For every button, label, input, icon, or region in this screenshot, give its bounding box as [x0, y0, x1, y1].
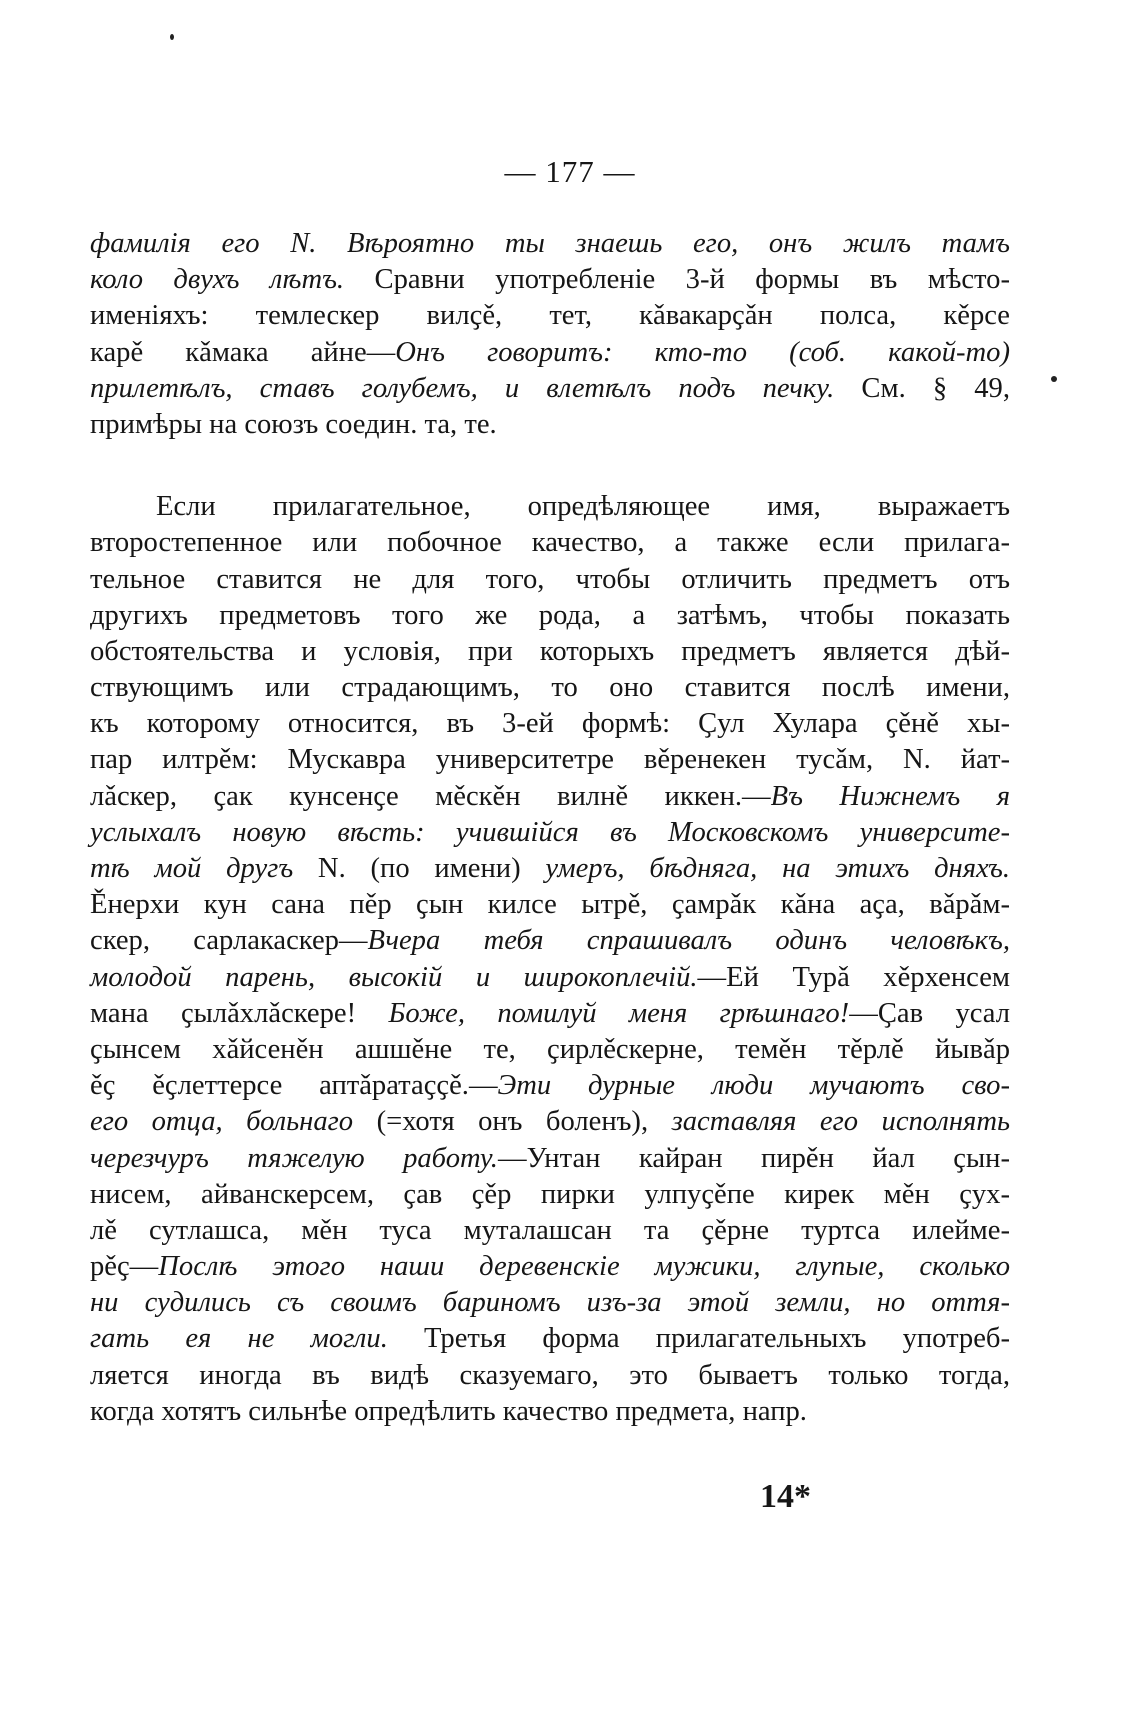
text-run: къ которому относится, въ 3-ей формѣ: Ҫул Хулара ҫěнě хы- — [90, 708, 1010, 740]
text-run: Если прилагательное, опредѣляющее имя, выражаетъ — [156, 491, 1010, 523]
text-run: карě кǎмака айне— — [90, 336, 396, 368]
text-run: примѣры на союзъ соедин. та, те. — [90, 408, 497, 440]
text-line — [90, 1249, 1010, 1285]
italic-run: фамилія его N. Вѣроятно ты знаешь его, онъ жилъ тамъ — [90, 228, 1010, 259]
text-line — [90, 851, 1010, 887]
text-run: (=хотя онъ боленъ), — [353, 1106, 672, 1138]
italic-run: Послѣ этого наши деревенскіе мужики, глупые, сколько — [158, 1251, 1010, 1283]
text-line — [90, 779, 1010, 815]
text-line — [90, 1358, 1010, 1394]
text-run: лě сутлашса, мěн туса муталашсан та ҫěрне туртса илейме- — [90, 1214, 1010, 1246]
text-run: ляется иногда въ видѣ сказуемаго, это бываетъ только тогда, — [90, 1359, 1010, 1391]
text-run: N. (по имени) — [293, 853, 546, 884]
paragraph-1 — [90, 226, 1010, 443]
text-line — [90, 1032, 1010, 1068]
signature-mark: 14* — [760, 1478, 811, 1515]
text-line — [90, 1394, 1010, 1430]
text-run: Ěнерхи кун сана пěр ҫын килсе ытрě, ҫамрǎк кǎна аҫа, вǎрǎм- — [90, 889, 1010, 921]
text-line — [90, 562, 1010, 598]
text-line — [90, 634, 1010, 670]
print-speck — [1051, 376, 1057, 382]
text-line — [90, 706, 1010, 742]
text-run: См. § 49, — [834, 372, 1010, 404]
text-run: обстоятельства и условія, при которыхъ предметъ является дѣй- — [90, 635, 1010, 667]
text-line — [90, 1321, 1010, 1357]
text-line — [90, 742, 1010, 778]
body-text — [90, 226, 1010, 1430]
print-speck — [170, 34, 174, 40]
text-line — [90, 1285, 1010, 1321]
text-run: ҫынсем хǎйсенěн ашшěне те, ҫирлěскерне, темěн тěрлě йывǎр — [90, 1033, 1010, 1065]
text-line — [90, 598, 1010, 634]
paragraph-gap — [90, 443, 1010, 489]
text-run: именіяхъ: темлескер вилҫě, тет, кǎвакарҫǎн полса, кěрсе — [90, 300, 1010, 332]
italic-run: гать ея не могли. — [90, 1323, 388, 1355]
text-run: скер, сарлакаскер— — [90, 925, 368, 957]
text-line — [90, 1068, 1010, 1104]
italic-run: Боже, помилуй меня грѣшнаго! — [388, 997, 850, 1029]
text-line — [90, 407, 1010, 443]
italic-run: черезчуръ тяжелую работу. — [90, 1142, 498, 1174]
text-line — [90, 226, 1010, 262]
text-line — [90, 887, 1010, 923]
text-run: ěҫ ěҫлеттерсе аптǎратаҫҫě.— — [90, 1070, 498, 1102]
text-run: лǎскер, ҫак кунсенҫе мěскěн вилнě иккен.— — [90, 780, 771, 812]
italic-run: умеръ, бѣдняга, на этихъ дняхъ. — [545, 853, 1010, 884]
text-run: —Ҫав усал — [849, 997, 1010, 1029]
italic-run: Вчера тебя спрашивалъ одинъ человѣкъ, — [367, 925, 1010, 957]
text-line — [90, 923, 1010, 959]
text-line — [90, 1213, 1010, 1249]
text-line — [90, 815, 1010, 851]
text-run: пар илтрěм: Мускавра университетре вěренекен тусǎм, N. йат- — [90, 744, 1010, 776]
text-line — [90, 1141, 1010, 1177]
text-run: ствующимъ или страдающимъ, то оно ставится послѣ имени, — [90, 672, 1010, 704]
italic-run: его отца, больнаго — [90, 1106, 354, 1138]
text-run: —Ей Турǎ хěрхенсем — [697, 961, 1010, 993]
text-line — [90, 670, 1010, 706]
text-run: Сравни употребленіе 3-й формы въ мѣсто- — [344, 264, 1010, 296]
text-line — [90, 1177, 1010, 1213]
text-run: другихъ предметовъ того же рода, а затѣмъ, чтобы показать — [90, 599, 1010, 631]
italic-run: Въ Нижнемъ я — [770, 780, 1010, 812]
text-run: Третья форма прилагательныхъ употреб- — [387, 1323, 1010, 1355]
text-run: тельное ставится не для того, чтобы отличить предметъ отъ — [90, 563, 1010, 595]
text-line — [90, 1104, 1010, 1140]
text-line — [90, 335, 1010, 371]
paragraph-2 — [90, 489, 1010, 1430]
italic-run: ни судились съ своимъ бариномъ изъ-за этой земли, но оття- — [90, 1287, 1010, 1319]
italic-run: заставляя его исполнять — [671, 1106, 1010, 1138]
text-line — [90, 960, 1010, 996]
page-number: — 177 — — [504, 154, 636, 189]
text-run: —Унтан кайран пирěн йал ҫын- — [497, 1142, 1010, 1174]
text-run: нисем, айванскерсем, ҫав ҫěр пирки улпуҫěпе кирек мěн ҫух- — [90, 1178, 1010, 1210]
text-run: мана ҫылǎхлǎскере! — [90, 997, 389, 1029]
italic-run: Эти дурные люди мучаютъ сво- — [497, 1070, 1011, 1102]
italic-run: коло двухъ лѣтъ. — [90, 264, 345, 296]
text-line — [90, 489, 1010, 525]
italic-run: прилетѣлъ, ставъ голубемъ, и влетѣлъ подъ печку. — [90, 372, 835, 404]
text-run: второстепенное или побочное качество, а также если прилага- — [90, 527, 1010, 559]
italic-run: молодой парень, высокій и широкоплечій. — [90, 961, 698, 993]
text-run: рěҫ— — [90, 1251, 159, 1283]
text-line — [90, 996, 1010, 1032]
italic-run: Онъ говоритъ: кто-то (соб. какой-то) — [395, 336, 1010, 368]
italic-run: тѣ мой другъ — [90, 853, 294, 884]
text-line — [90, 298, 1010, 334]
text-run: когда хотятъ сильнѣе опредѣлить качество предмета, напр. — [90, 1395, 807, 1427]
italic-run: услыхалъ новую вѣсть: учившійся въ Московскомъ университе- — [90, 816, 1010, 848]
text-line — [90, 262, 1010, 298]
text-line — [90, 371, 1010, 407]
text-line — [90, 525, 1010, 561]
